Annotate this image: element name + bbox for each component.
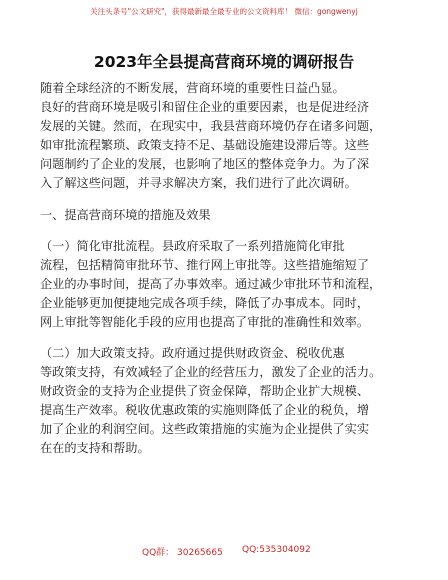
body-line: 发展的关键。然而，在现实中，我县营商环境仍存在诸多问题， [40, 119, 382, 133]
body-line: 随着全球经济的不断发展，营商环境的重要性日益凸显。 [40, 81, 345, 95]
body-line: 企业的办事时间，提高了办事效率。通过减少审批环节和流程， [40, 277, 382, 291]
body-line: 如审批流程繁琐、政策支持不足、基础设施建设滞后等。这些 [40, 138, 370, 152]
body-line: 流程，包括精简审批环节、推行网上审批等。这些措施缩短了 [40, 258, 370, 272]
body-line: 财政资金的支持为企业提供了资金保障，帮助企业扩大规模、 [40, 384, 370, 398]
body-line: 良好的营商环境是吸引和留住企业的重要因素，也是促进经济 [40, 100, 370, 114]
body-line: 提高生产效率。税收优惠政策的实施则降低了企业的税负，增 [40, 403, 370, 417]
body-line: 企业能够更加便捷地完成各项手续，降低了办事成本。同时， [40, 296, 370, 310]
body-line: 网上审批等智能化手段的应用也提高了审批的准确性和效率。 [40, 315, 370, 329]
body-line: 问题制约了企业的发展，也影响了地区的整体竞争力。为了深 [40, 157, 370, 171]
footer-qq-group: QQ群： 30265665 [142, 548, 223, 558]
promo-banner: 关注头条号"公文研究"，获得最新最全最专业的公文资料库！ 微信：gongwenyj [90, 7, 358, 16]
body-line: （一）简化审批流程。县政府采取了一系列措施简化审批 [40, 239, 345, 253]
body-line: 加了企业的利润空间。这些政策措施的实施为企业提供了实实 [40, 422, 370, 436]
section-heading: 一、提高营商环境的措施及效果 [40, 208, 211, 222]
body-line: 入了解这些问题，并寻求解决方案，我们进行了此次调研。 [40, 176, 357, 190]
footer-qq: QQ:535304092 [242, 545, 311, 555]
body-line: 在在的支持和帮助。 [40, 441, 150, 455]
body-line: 等政策支持，有效减轻了企业的经营压力，激发了企业的活力。 [40, 365, 382, 379]
body-line: （二）加大政策支持。政府通过提供财政资金、税收优惠 [40, 346, 345, 360]
document-title: 2023年全县提高营商环境的调研报告 [93, 53, 355, 71]
